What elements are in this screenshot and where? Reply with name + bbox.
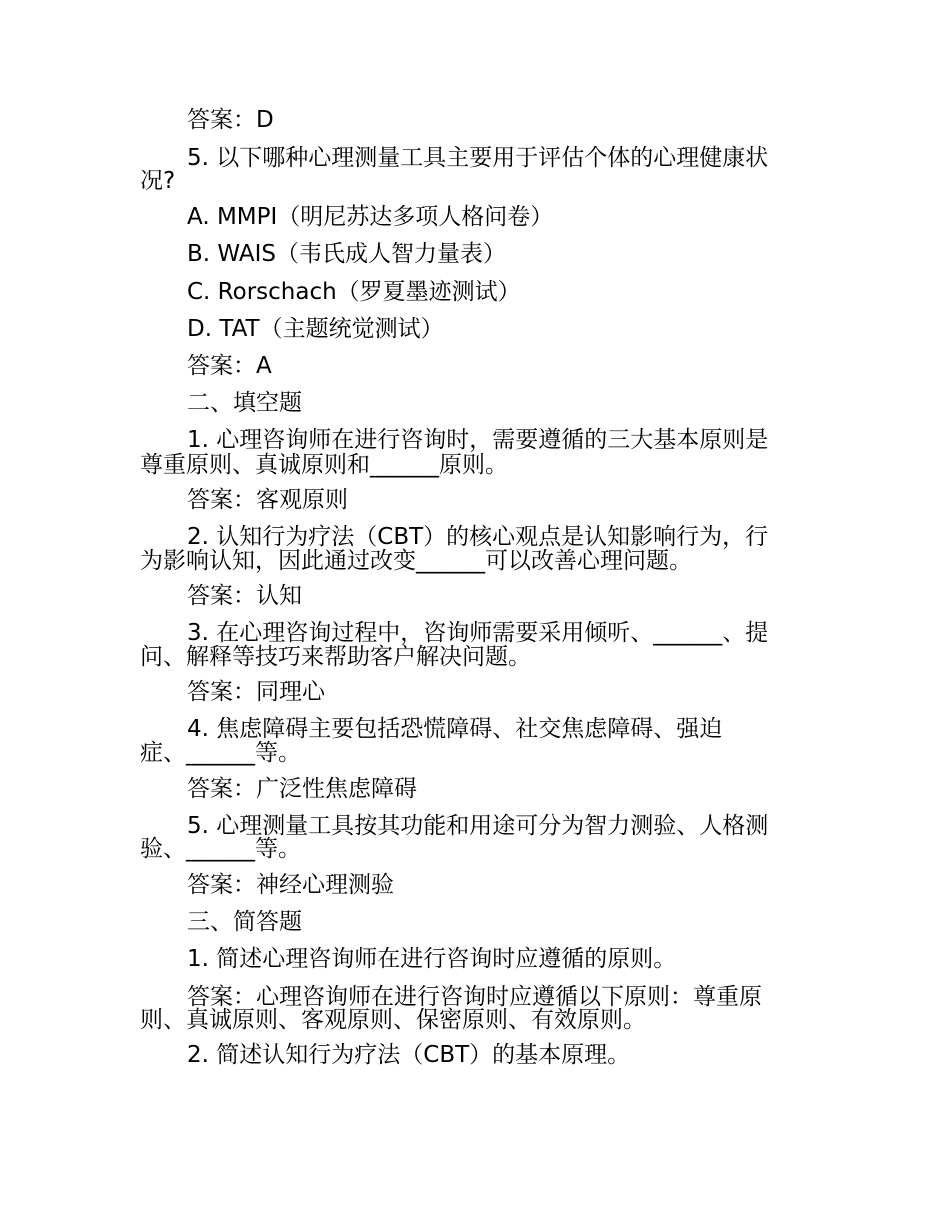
option-b: B. WAIS（韦氏成人智力量表）	[187, 241, 507, 267]
fill-q5-line1: 5. 心理测量工具按其功能和用途可分为智力测验、人格测	[187, 813, 769, 839]
short-a1-line2: 则、真诚原则、客观原则、保密原则、有效原则。	[140, 1007, 646, 1033]
option-a: A. MMPI（明尼苏达多项人格问卷）	[187, 204, 554, 230]
answer-q5: 答案：A	[187, 353, 272, 379]
fill-q4-line1: 4. 焦虑障碍主要包括恐慌障碍、社交焦虑障碍、强迫	[187, 716, 723, 742]
fill-q2-line1: 2. 认知行为疗法（CBT）的核心观点是认知影响行为，行	[187, 524, 769, 550]
fill-a3: 答案：同理心	[187, 679, 325, 705]
question-5-line2: 况?	[140, 168, 176, 194]
option-c: C. Rorschach（罗夏墨迹测试）	[187, 279, 521, 305]
fill-q3-line1: 3. 在心理咨询过程中，咨询师需要采用倾听、______、提	[187, 620, 769, 646]
option-d: D. TAT（主题统觉测试）	[187, 316, 444, 342]
fill-q4-line2: 症、______等。	[140, 740, 301, 766]
fill-a1: 答案：客观原则	[187, 487, 348, 513]
fill-a5: 答案：神经心理测验	[187, 872, 394, 898]
question-5-line1: 5. 以下哪种心理测量工具主要用于评估个体的心理健康状	[187, 145, 769, 171]
fill-q5-line2: 验、______等。	[140, 836, 301, 862]
fill-q1-line2: 尊重原则、真诚原则和______原则。	[140, 452, 508, 478]
fill-q3-line2: 问、解释等技巧来帮助客户解决问题。	[140, 644, 531, 670]
answer-q4: 答案：D	[187, 107, 274, 133]
short-q1: 1. 简述心理咨询师在进行咨询时应遵循的原则。	[187, 946, 677, 972]
short-q2: 2. 简述认知行为疗法（CBT）的基本原理。	[187, 1042, 631, 1068]
short-heading: 三、简答题	[187, 909, 302, 935]
short-a1-line1: 答案：心理咨询师在进行咨询时应遵循以下原则：尊重原	[187, 984, 762, 1010]
fill-q2-line2: 为影响认知，因此通过改变______可以改善心理问题。	[140, 548, 692, 574]
fill-q1-line1: 1. 心理咨询师在进行咨询时，需要遵循的三大基本原则是	[187, 427, 769, 453]
fill-heading: 二、填空题	[187, 390, 302, 416]
fill-a4: 答案：广泛性焦虑障碍	[187, 776, 417, 802]
fill-a2: 答案：认知	[187, 583, 302, 609]
